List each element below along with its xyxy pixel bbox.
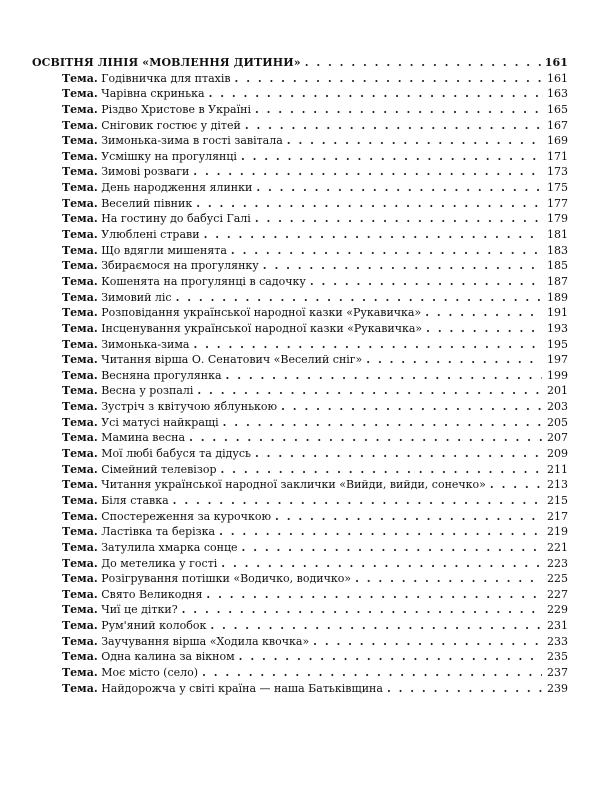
topic-title: Зимонька-зима <box>101 337 190 351</box>
topic-prefix: Тема. <box>62 587 98 601</box>
toc-entry <box>32 118 568 134</box>
toc-entry-page-number: 221 <box>547 540 568 554</box>
topic-title: Зимовий ліс <box>101 290 172 304</box>
dot-leader <box>275 509 542 525</box>
toc-entry <box>32 524 568 540</box>
toc-entry <box>32 634 568 650</box>
dot-leader <box>490 477 542 493</box>
toc-entry-title <box>62 227 200 243</box>
toc-entry <box>32 399 568 415</box>
toc-entry <box>32 509 568 525</box>
toc-entry <box>32 164 568 180</box>
topic-title: Різдво Христове в Україні <box>101 102 251 116</box>
toc-entry-page-number: 201 <box>547 384 568 398</box>
toc-entry <box>32 243 568 259</box>
topic-prefix: Тема. <box>62 149 98 163</box>
toc-entry <box>32 446 568 462</box>
topic-prefix: Тема. <box>62 493 98 507</box>
toc-entry-title <box>62 649 235 665</box>
dot-leader <box>196 196 542 212</box>
toc-entry-page-number: 219 <box>547 525 568 539</box>
toc-entry-title <box>62 305 421 321</box>
topic-title: Годівничка для птахів <box>101 71 231 85</box>
dot-leader <box>425 305 542 321</box>
toc-entry-title <box>62 352 362 368</box>
toc-entry-title <box>62 524 215 540</box>
toc-entry-title <box>62 399 277 415</box>
topic-prefix: Тема. <box>62 259 98 273</box>
dot-leader <box>193 337 542 353</box>
toc-entry-page-number: 177 <box>547 196 568 210</box>
toc-entry-page-number: 183 <box>547 243 568 257</box>
topic-title: Збираємося на прогулянку <box>101 259 259 273</box>
dot-leader <box>226 368 542 384</box>
toc-entry-page-number: 167 <box>547 118 568 132</box>
topic-title: Чарівна скринька <box>101 87 205 101</box>
toc-entry-page-number: 169 <box>547 134 568 148</box>
dot-leader <box>189 430 542 446</box>
toc-entry-title <box>62 415 219 431</box>
toc-entry-page-number: 163 <box>547 87 568 101</box>
toc-entry <box>32 321 568 337</box>
toc-entry-page-number: 173 <box>547 165 568 179</box>
topic-prefix: Тема. <box>62 400 98 414</box>
dot-leader <box>210 618 542 634</box>
dot-leader <box>255 446 542 462</box>
dot-leader <box>242 540 542 556</box>
topic-title: Кошенята на прогулянці в садочку <box>101 274 306 288</box>
toc-entry <box>32 540 568 556</box>
dot-leader <box>173 493 542 509</box>
toc-entry-page-number: 209 <box>547 447 568 461</box>
toc-entry-page-number: 203 <box>547 400 568 414</box>
toc-entry-title <box>62 86 205 102</box>
toc-entry-title <box>62 587 202 603</box>
topic-title: Чиї це дітки? <box>101 603 178 617</box>
dot-leader <box>241 149 542 165</box>
topic-prefix: Тема. <box>62 619 98 633</box>
topic-prefix: Тема. <box>62 634 98 648</box>
toc-entry-page-number: 187 <box>547 274 568 288</box>
toc-entry <box>32 133 568 149</box>
dot-leader <box>245 118 542 134</box>
toc-entry-page-number: 179 <box>547 212 568 226</box>
dot-leader <box>221 462 543 478</box>
dot-leader <box>197 383 542 399</box>
topic-title: Весна у розпалі <box>101 384 194 398</box>
toc-entry-title <box>62 180 252 196</box>
toc-entry <box>32 477 568 493</box>
topic-prefix: Тема. <box>62 102 98 116</box>
dot-leader <box>263 258 542 274</box>
dot-leader <box>193 164 542 180</box>
toc-entry <box>32 337 568 353</box>
toc-entry <box>32 196 568 212</box>
topic-prefix: Тема. <box>62 478 98 492</box>
toc-entry-title <box>62 462 217 478</box>
toc-entry <box>32 352 568 368</box>
topic-title: Усі матусі найкращі <box>101 415 219 429</box>
topic-prefix: Тема. <box>62 290 98 304</box>
dot-leader <box>202 665 542 681</box>
toc-entry <box>32 587 568 603</box>
topic-prefix: Тема. <box>62 572 98 586</box>
toc-entry-page-number: 229 <box>547 603 568 617</box>
topic-title: Одна калина за вікном <box>101 650 235 664</box>
toc-entry-page-number: 235 <box>547 650 568 664</box>
toc-entry-title <box>62 368 222 384</box>
toc-entry-page-number: 223 <box>547 556 568 570</box>
dot-leader <box>256 180 542 196</box>
topic-title: Усмішку на прогулянці <box>101 149 237 163</box>
toc-entry-page-number: 175 <box>547 181 568 195</box>
toc-entry <box>32 227 568 243</box>
toc-entry-title <box>62 430 185 446</box>
dot-leader <box>176 290 542 306</box>
toc-entry-page-number: 237 <box>547 665 568 679</box>
toc-entry-page-number: 191 <box>547 306 568 320</box>
toc-entry-page-number: 189 <box>547 290 568 304</box>
toc-entry <box>32 649 568 665</box>
toc-entry-title <box>62 634 309 650</box>
toc-entry-title <box>62 274 306 290</box>
toc-entry-page-number: 227 <box>547 587 568 601</box>
topic-prefix: Тема. <box>62 274 98 288</box>
topic-title: Читання української народної заклички «Вийди, вийди, сонечко» <box>101 478 486 492</box>
toc-entry-page-number: 185 <box>547 259 568 273</box>
topic-prefix: Тема. <box>62 228 98 242</box>
toc-entry-title <box>62 196 192 212</box>
topic-prefix: Тема. <box>62 540 98 554</box>
topic-prefix: Тема. <box>62 603 98 617</box>
toc-entry-title <box>62 211 251 227</box>
toc-entry-page-number: 205 <box>547 415 568 429</box>
toc-entry-title <box>62 118 241 134</box>
topic-prefix: Тема. <box>62 462 98 476</box>
toc-entry-page-number: 161 <box>547 71 568 85</box>
dot-leader <box>305 55 541 71</box>
toc-entry-page-number: 197 <box>547 353 568 367</box>
topic-title: Рум'яний колобок <box>101 619 207 633</box>
toc-entry-title <box>62 102 251 118</box>
toc-entry-page-number: 215 <box>547 493 568 507</box>
topic-prefix: Тема. <box>62 368 98 382</box>
toc-entry <box>32 556 568 572</box>
toc-entry-title <box>62 290 172 306</box>
dot-leader <box>387 681 542 697</box>
topic-title: Інсценування української народної казки «Рукавичка» <box>101 321 423 335</box>
topic-prefix: Тема. <box>62 384 98 398</box>
toc-entry <box>32 290 568 306</box>
topic-prefix: Тема. <box>62 306 98 320</box>
topic-title: Біля ставка <box>101 493 169 507</box>
topic-prefix: Тема. <box>62 509 98 523</box>
topic-prefix: Тема. <box>62 556 98 570</box>
topic-title: Мої любі бабуся та дідусь <box>101 447 252 461</box>
dot-leader <box>281 399 542 415</box>
topic-prefix: Тема. <box>62 181 98 195</box>
toc-entry-title <box>62 164 189 180</box>
dot-leader <box>426 321 542 337</box>
topic-title: Весняна прогулянка <box>101 368 222 382</box>
dot-leader <box>204 227 542 243</box>
dot-leader <box>239 649 542 665</box>
topic-title: Сімейний телевізор <box>101 462 217 476</box>
topic-title: Свято Великодня <box>101 587 203 601</box>
toc-entry-page-number: 217 <box>547 509 568 523</box>
dot-leader <box>219 524 542 540</box>
topic-title: Розповідання української народної казки «Рукавичка» <box>101 306 422 320</box>
toc-entry-title <box>62 665 198 681</box>
toc-entry <box>32 102 568 118</box>
topic-prefix: Тема. <box>62 71 98 85</box>
topic-prefix: Тема. <box>62 337 98 351</box>
toc-entry <box>32 211 568 227</box>
topic-title: Читання вірша О. Сенатович «Веселий сніг» <box>101 353 363 367</box>
dot-leader <box>313 634 542 650</box>
toc-entry-title <box>62 446 251 462</box>
section-title: ОСВІТНЯ ЛІНІЯ «МОВЛЕННЯ ДИТИНИ» <box>32 56 301 69</box>
toc-entry-title <box>62 602 178 618</box>
dot-leader <box>223 415 542 431</box>
topic-prefix: Тема. <box>62 165 98 179</box>
toc-entry-title <box>62 149 237 165</box>
dot-leader <box>287 133 542 149</box>
toc-section-heading <box>32 55 568 71</box>
toc-entry-title <box>62 556 217 572</box>
toc-entry <box>32 86 568 102</box>
toc-entry-page-number: 195 <box>547 337 568 351</box>
topic-prefix: Тема. <box>62 196 98 210</box>
topic-title: Веселий півник <box>101 196 193 210</box>
topic-prefix: Тема. <box>62 353 98 367</box>
dot-leader <box>255 102 542 118</box>
topic-title: Розігрування потішки «Водичко, водичко» <box>101 572 352 586</box>
topic-title: Зимонька-зима в гості завітала <box>101 134 283 148</box>
toc-entry <box>32 462 568 478</box>
toc-entry-page-number: 233 <box>547 634 568 648</box>
topic-prefix: Тема. <box>62 665 98 679</box>
topic-title: Зустріч з квітучою яблунькою <box>101 400 278 414</box>
toc-entry <box>32 430 568 446</box>
toc-entry-page-number: 193 <box>547 321 568 335</box>
toc-entry-page-number: 239 <box>547 681 568 695</box>
toc-entry <box>32 305 568 321</box>
toc-entry-title <box>62 509 271 525</box>
toc-entry-title <box>62 493 169 509</box>
dot-leader <box>206 587 542 603</box>
topic-prefix: Тема. <box>62 650 98 664</box>
table-of-contents <box>32 55 568 696</box>
topic-prefix: Тема. <box>62 118 98 132</box>
topic-title: На гостину до бабусі Галі <box>101 212 251 226</box>
topic-prefix: Тема. <box>62 447 98 461</box>
dot-leader <box>366 352 542 368</box>
toc-entry-page-number: 165 <box>547 102 568 116</box>
topic-prefix: Тема. <box>62 87 98 101</box>
dot-leader <box>182 602 542 618</box>
toc-entry-page-number: 207 <box>547 431 568 445</box>
toc-entry-page-number: 171 <box>547 149 568 163</box>
toc-topic-list <box>32 71 568 697</box>
toc-entry-title <box>62 540 238 556</box>
topic-title: День народження ялинки <box>101 181 253 195</box>
toc-entry-title <box>62 337 189 353</box>
topic-title: Сніговик гостює у дітей <box>101 118 241 132</box>
dot-leader <box>355 571 542 587</box>
toc-entry <box>32 415 568 431</box>
topic-prefix: Тема. <box>62 321 98 335</box>
topic-prefix: Тема. <box>62 415 98 429</box>
dot-leader <box>310 274 542 290</box>
toc-entry <box>32 383 568 399</box>
topic-prefix: Тема. <box>62 134 98 148</box>
dot-leader <box>209 86 542 102</box>
toc-entry-title <box>62 258 259 274</box>
topic-title: Мамина весна <box>101 431 186 445</box>
toc-entry <box>32 274 568 290</box>
topic-title: Затулила хмарка сонце <box>101 540 238 554</box>
toc-entry <box>32 71 568 87</box>
toc-entry-page-number: 231 <box>547 619 568 633</box>
toc-entry-page-number: 199 <box>547 368 568 382</box>
toc-entry <box>32 681 568 697</box>
toc-entry-title <box>62 681 383 697</box>
topic-prefix: Тема. <box>62 431 98 445</box>
toc-entry-page-number: 213 <box>547 478 568 492</box>
topic-title: Моє місто (село) <box>101 665 199 679</box>
topic-prefix: Тема. <box>62 243 98 257</box>
toc-entry <box>32 665 568 681</box>
toc-entry-title <box>62 71 231 87</box>
dot-leader <box>221 556 542 572</box>
topic-title: Заучування вірша «Ходила квочка» <box>101 634 310 648</box>
toc-entry-title <box>62 243 227 259</box>
toc-entry <box>32 180 568 196</box>
dot-leader <box>235 71 542 87</box>
toc-entry-title <box>62 477 486 493</box>
topic-title: Зимові розваги <box>101 165 190 179</box>
toc-entry <box>32 602 568 618</box>
toc-entry <box>32 493 568 509</box>
topic-title: Спостереження за курочкою <box>101 509 272 523</box>
toc-entry <box>32 258 568 274</box>
toc-entry <box>32 368 568 384</box>
topic-title: Найдорожча у світі країна — наша Батьківщина <box>101 681 383 695</box>
toc-entry <box>32 618 568 634</box>
topic-title: Ластівка та берізка <box>101 525 216 539</box>
topic-title: Що вдягли мишенята <box>101 243 227 257</box>
topic-prefix: Тема. <box>62 212 98 226</box>
toc-entry-title <box>62 321 422 337</box>
dot-leader <box>231 243 542 259</box>
toc-entry-title <box>62 133 283 149</box>
topic-title: До метелика у гості <box>101 556 218 570</box>
toc-entry <box>32 571 568 587</box>
section-page-number: 161 <box>544 56 568 69</box>
topic-prefix: Тема. <box>62 525 98 539</box>
toc-entry-page-number: 181 <box>547 228 568 242</box>
topic-title: Улюблені страви <box>101 228 200 242</box>
topic-prefix: Тема. <box>62 681 98 695</box>
toc-entry-title <box>62 618 206 634</box>
toc-entry-page-number: 225 <box>547 572 568 586</box>
toc-entry-page-number: 211 <box>547 462 568 476</box>
dot-leader <box>255 211 542 227</box>
toc-entry <box>32 149 568 165</box>
toc-entry-title <box>62 571 351 587</box>
toc-entry-title <box>62 383 193 399</box>
